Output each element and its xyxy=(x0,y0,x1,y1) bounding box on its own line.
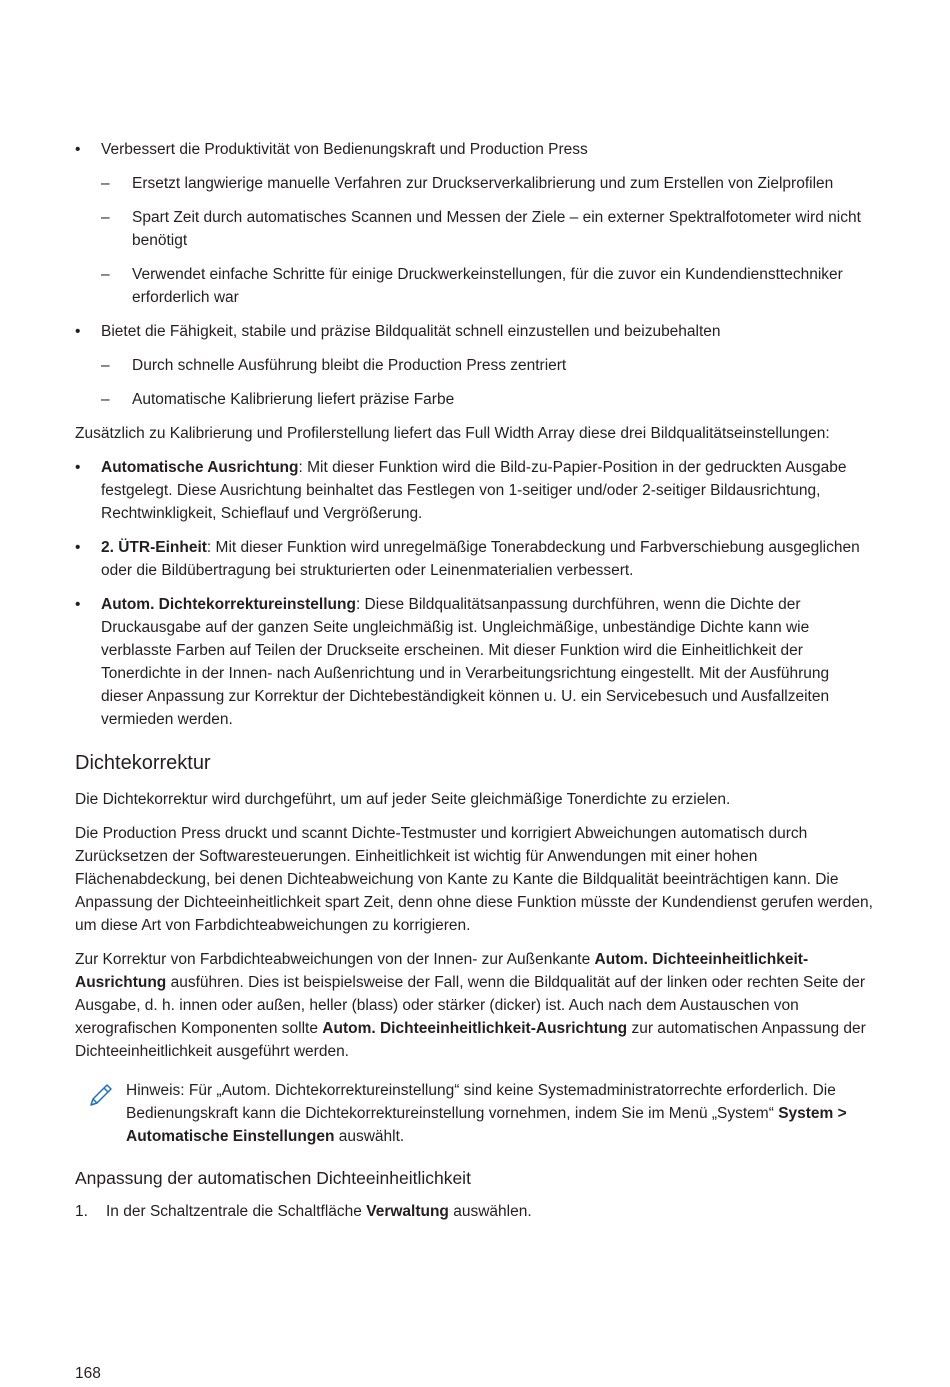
bold-term: Verwaltung xyxy=(366,1203,449,1220)
list-item xyxy=(75,206,875,252)
benefits-list xyxy=(75,138,875,411)
page-number: 168 xyxy=(75,1365,101,1382)
list-item xyxy=(75,138,875,309)
list-item xyxy=(75,388,875,411)
sub-item-text: Ersetzt langwierige manuelle Verfahren zur Druckserverkalibrierung und zum Erstellen von Zielprofilen xyxy=(132,175,834,192)
step-item xyxy=(75,1200,875,1223)
page-content xyxy=(75,138,875,1223)
sub-item-text: Spart Zeit durch automatisches Scannen und Messen der Ziele – ein externer Spektralfotometer wird nicht benötigt xyxy=(132,209,861,249)
sub-list xyxy=(75,354,875,411)
section-heading: Dichtekorrektur xyxy=(75,752,211,774)
feature-term: Autom. Dichtekorrektureinstellung xyxy=(101,596,356,613)
list-item xyxy=(75,320,875,411)
feature-desc: : Mit dieser Funktion wird die Bild-zu-Papier-Position in der gedruckten Ausgabe festgelegt. Diese Ausrichtung beinhaltet das Festlegen von 1-seitiger und/oder 2-seitiger Bildausrichtung, Rechtwinkligkeit, Schieflauf und Vergrößerung. xyxy=(101,459,847,522)
feature-desc: : Diese Bildqualitätsanpassung durchführen, wenn die Dichte der Druckausgabe auf der ganzen Seite ungleichmäßig ist. Ungleichmäßige, unbeständige Dichte kann wie verblasste Farben auf Teilen der Druckseite erscheinen. Mit dieser Funktion wird die Einheitlichkeit der Tonerdichte in der Innen- nach Außenrichtung und in Verarbeitungsrichtung eingestellt. Mit der Ausführung dieser Anpassung zur Korrektur der Dichtebeständigkeit können u. U. ein Servicebesuch und Ausfallzeiten vermieden werden. xyxy=(101,596,830,728)
list-item xyxy=(75,263,875,309)
list-item xyxy=(75,536,875,582)
text-run: zur automatischen Anpassung der Dichteeinheitlichkeit ausgeführt werden. xyxy=(75,1020,866,1060)
paragraph: Die Production Press druckt und scannt Dichte-Testmuster und korrigiert Abweichungen automatisch durch Zurücksetzen der Softwaresteuerungen. Einheitlichkeit ist wichtig für Anwendungen mit einer hohen Flächenabdeckung, bei denen Dichteabweichung von Kante zu Kante die Bildqualität beeinträchtigen kann. Die Anpassung der Dichteeinheitlichkeit spart Zeit, denn ohne diese Funktion müsste der Kundendienst gerufen werden, um diese Art von Farbdichteabweichungen zu korrigieren. xyxy=(75,825,873,934)
paragraph xyxy=(75,948,875,1063)
features-list xyxy=(75,456,875,731)
feature-desc: : Mit dieser Funktion wird unregelmäßige Tonerabdeckung und Farbverschiebung ausgeglichen oder die Bildübertragung bei strukturierten oder Leinenmaterialien verbessert. xyxy=(101,539,860,579)
bold-term: Autom. Dichteeinheitlichkeit-Ausrichtung xyxy=(75,951,809,991)
note-text: Hinweis: Für „Autom. Dichtekorrektureinstellung“ sind keine Systemadministratorrechte erforderlich. Die Bedienungskraft kann die Dichtekorrektureinstellung vornehmen, indem Sie im Menü „System“ xyxy=(126,1082,836,1122)
list-item xyxy=(75,593,875,731)
intro-paragraph: Zusätzlich zu Kalibrierung und Profilerstellung liefert das Full Width Array diese drei Bildqualitätseinstellungen: xyxy=(75,425,830,442)
note-menu-path: System > Automatische Einstellungen xyxy=(126,1105,847,1145)
note-text: auswählt. xyxy=(334,1128,405,1145)
feature-term: 2. ÜTR-Einheit xyxy=(101,539,207,556)
step-number: 1. xyxy=(75,1203,88,1220)
benefit-text: Bietet die Fähigkeit, stabile und präzise Bildqualität schnell einzustellen und beizubehalten xyxy=(101,323,721,340)
sub-item-text: Verwendet einfache Schritte für einige Druckwerkeinstellungen, für die zuvor ein Kundendiensttechniker erforderlich war xyxy=(132,266,843,306)
list-item xyxy=(75,172,875,195)
text-run: ausführen. Dies ist beispielsweise der Fall, wenn die Bildqualität auf der linken oder rechten Seite der Ausgabe, d. h. innen oder außen, heller (blass) oder stärker (dicker) ist. Auch nach dem Austauschen von xerografischen Komponenten sollte xyxy=(75,974,866,1037)
sub-item-text: Automatische Kalibrierung liefert präzise Farbe xyxy=(132,391,455,408)
bold-term: Autom. Dichteeinheitlichkeit-Ausrichtung xyxy=(322,1020,628,1037)
note-box xyxy=(75,1079,875,1148)
text-run: Zur Korrektur von Farbdichteabweichungen von der Innen- zur Außenkante xyxy=(75,951,595,968)
benefit-text: Verbessert die Produktivität von Bedienungskraft und Production Press xyxy=(101,141,588,158)
step-text: auswählen. xyxy=(448,1203,532,1220)
pencil-icon xyxy=(87,1081,115,1109)
sub-item-text: Durch schnelle Ausführung bleibt die Production Press zentriert xyxy=(132,357,567,374)
list-item xyxy=(75,456,875,525)
feature-term: Automatische Ausrichtung xyxy=(101,459,299,476)
list-item xyxy=(75,354,875,377)
paragraph: Die Dichtekorrektur wird durchgeführt, um auf jeder Seite gleichmäßige Tonerdichte zu erzielen. xyxy=(75,791,731,808)
subsection-heading: Anpassung der automatischen Dichteeinheitlichkeit xyxy=(75,1168,471,1188)
sub-list xyxy=(75,172,875,309)
step-text: In der Schaltzentrale die Schaltfläche xyxy=(106,1203,367,1220)
